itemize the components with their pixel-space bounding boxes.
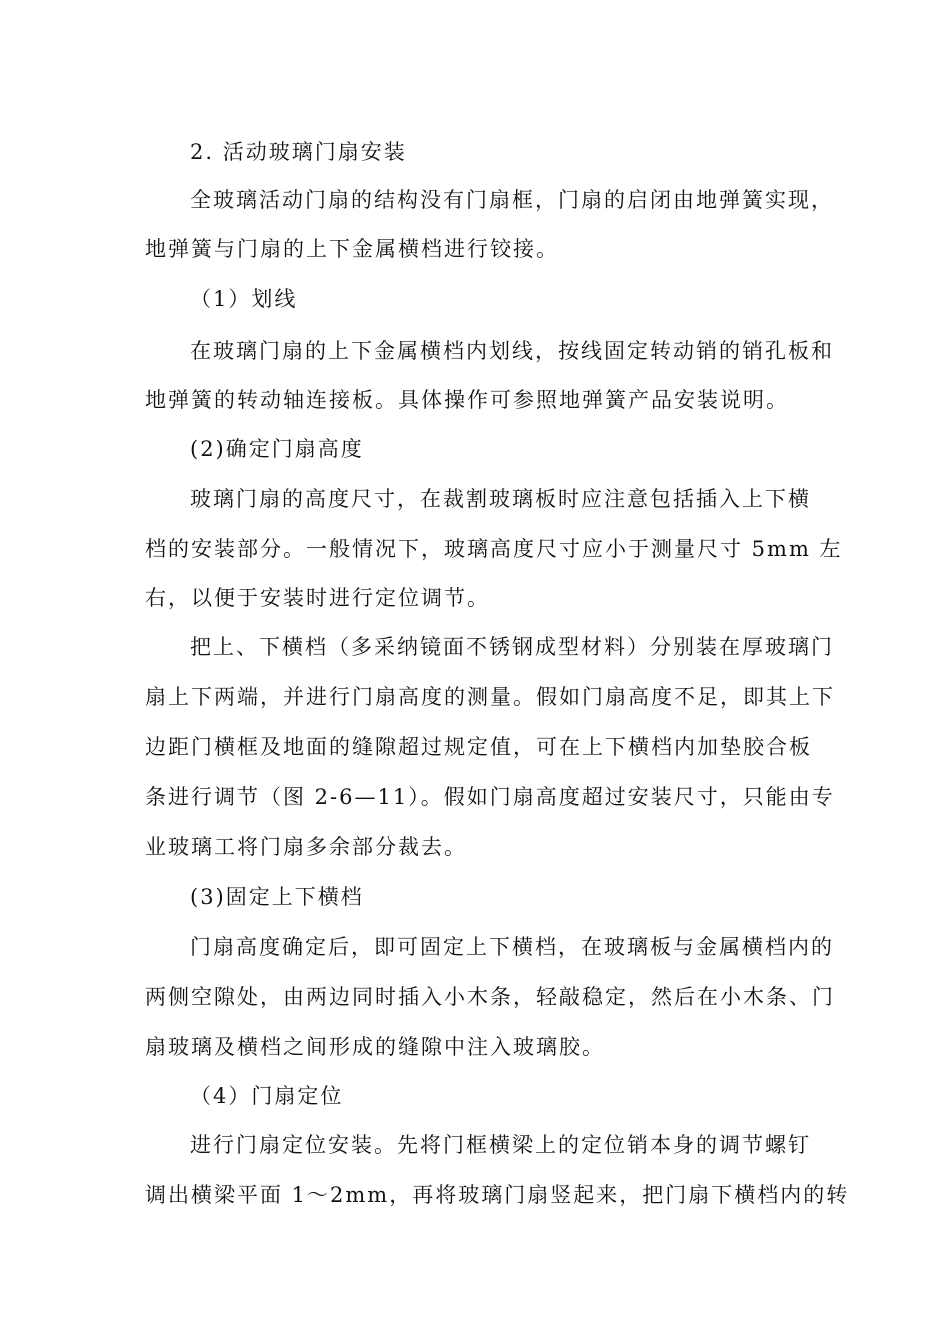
paragraph-line: 地弹簧与门扇的上下金属横档进行铰接。 (145, 237, 559, 261)
paragraph-line: 调出横梁平面 1～2mm，再将玻璃门扇竖起来，把门扇下横档内的转 (145, 1183, 850, 1207)
paragraph-line: 档的安装部分。一般情况下，玻璃高度尺寸应小于测量尺寸 5mm 左 (145, 537, 843, 561)
paragraph-line: 在玻璃门扇的上下金属横档内划线，按线固定转动销的销孔板和 (190, 339, 834, 363)
paragraph-line: 扇上下两端，并进行门扇高度的测量。假如门扇高度不足，即其上下 (145, 685, 835, 709)
section-heading: 2. 活动玻璃门扇安装 (190, 140, 407, 164)
paragraph-line: 扇玻璃及横档之间形成的缝隙中注入玻璃胶。 (145, 1035, 605, 1059)
paragraph-line: 条进行调节（图 2-6—11）。假如门扇高度超过安装尺寸，只能由专 (145, 785, 835, 809)
subsection-heading: （1）划线 (190, 287, 298, 311)
paragraph-line: 玻璃门扇的高度尺寸，在裁割玻璃板时应注意包括插入上下横 (190, 487, 811, 511)
paragraph-line: 右，以便于安装时进行定位调节。 (145, 586, 490, 610)
paragraph-line: 把上、下横档（多采纳镜面不锈钢成型材料）分别装在厚玻璃门 (190, 635, 834, 659)
paragraph-line: 全玻璃活动门扇的结构没有门扇框，门扇的启闭由地弹簧实现， (190, 188, 834, 212)
subsection-heading: (3)固定上下横档 (190, 885, 364, 909)
subsection-heading: (2)确定门扇高度 (190, 437, 364, 461)
paragraph-line: 地弹簧的转动轴连接板。具体操作可参照地弹簧产品安装说明。 (145, 388, 789, 412)
subsection-heading: （4）门扇定位 (190, 1084, 344, 1108)
paragraph-line: 业玻璃工将门扇多余部分裁去。 (145, 835, 467, 859)
paragraph-line: 边距门横框及地面的缝隙超过规定值，可在上下横档内加垫胶合板 (145, 735, 812, 759)
paragraph-line: 进行门扇定位安装。先将门框横梁上的定位销本身的调节螺钉 (190, 1133, 811, 1157)
paragraph-line: 两侧空隙处，由两边同时插入小木条，轻敲稳定，然后在小木条、门 (145, 985, 835, 1009)
paragraph-line: 门扇高度确定后，即可固定上下横档，在玻璃板与金属横档内的 (190, 935, 834, 959)
